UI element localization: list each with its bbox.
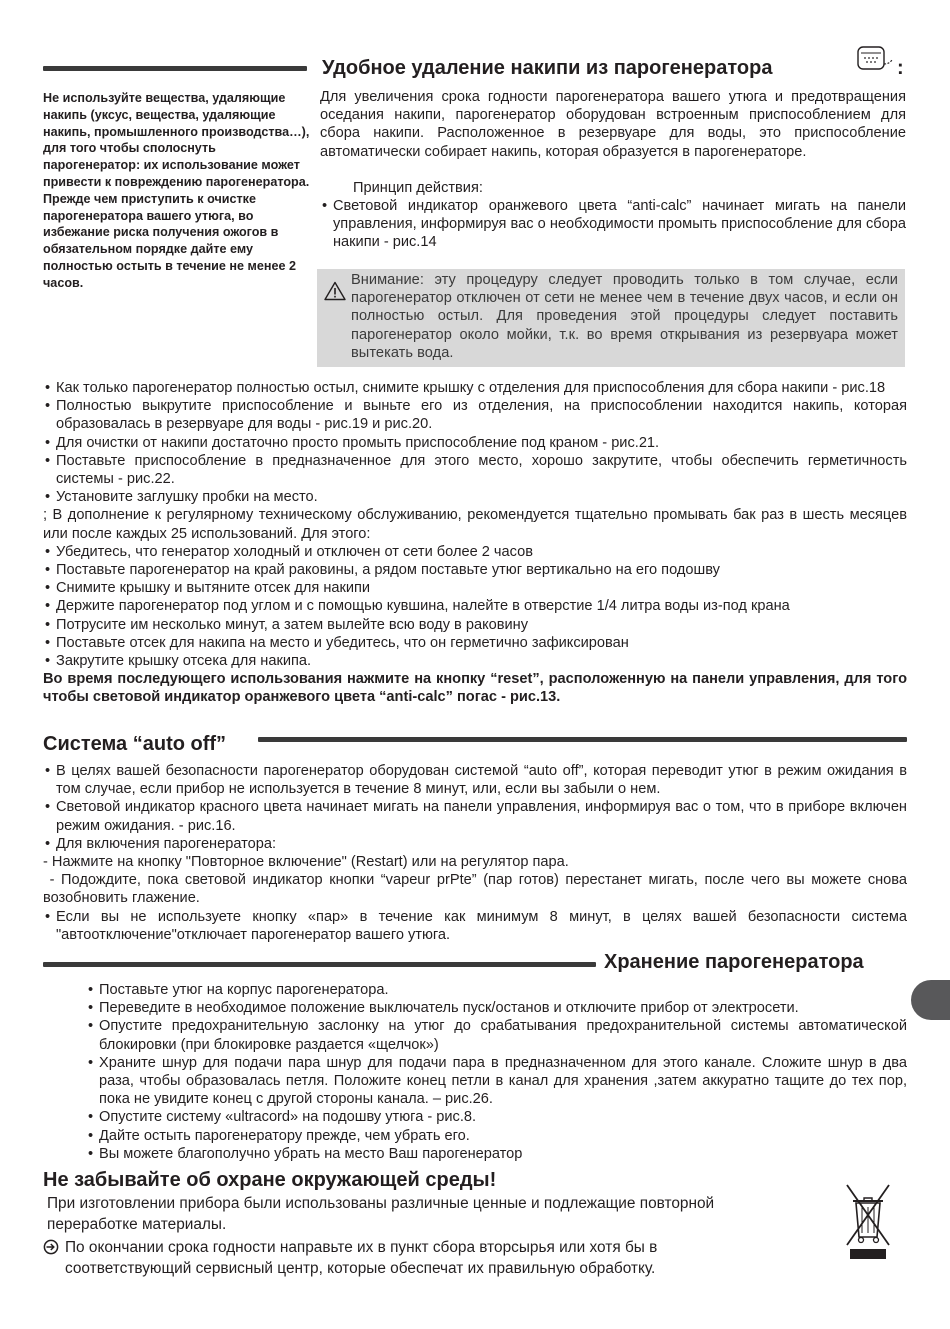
descale-intro: Для увеличения срока годности парогенератора вашего утюга и предотвращения оседания накипи, парогенератор оборудован встроенным приспособлением для сбора накипи. Расположенное в резервуаре для воды, это приспособление автоматически собирает накипь, которая образуется в парогенераторе.	[320, 89, 906, 160]
list-item: • Поставьте утюг на корпус парогенератора.	[88, 982, 389, 998]
list-item: • Вы можете благополучно убрать на место Ваш парогенератор	[88, 1145, 523, 1162]
list-item: • Снимите крышку и вытяните отсек для накипи	[45, 580, 371, 597]
environment-para: При изготовлении прибора были использованы различные ценные и подлежащие повторной переработке материалы.	[47, 1195, 715, 1233]
list-item: • Храните шнур для подачи пара шнур для подачи пара в предназначенном для этого канале. Сложите шнур в два раза, чтобы образовалась петля. Положите конец петли в канал для хранения ,затем аккуратно тащите до тех пор, пока не увидите конец с другой стороны канала. – рис.26.	[88, 1054, 907, 1108]
section-rule-left	[43, 66, 307, 71]
list-item: • Убедитесь, что генератор холодный и отключен от сети более 2 часов	[45, 543, 533, 560]
maintenance-intro: ; В дополнение к регулярному техническому обслуживанию, рекомендуется тщательно промывать бак раз в шесть месяцев или после каждых 25 использований. Для этого:	[43, 507, 907, 542]
list-item: • Переведите в необходимое положение выключатель пуск/останов и отключите прибор от электросети.	[88, 1000, 799, 1017]
auto-off-title: Система “auto off”	[43, 733, 227, 755]
storage-rule	[43, 962, 596, 967]
page-tab-marker	[911, 980, 950, 1020]
list-item: • Для включения парогенератора:	[45, 835, 277, 852]
side-note-warning: Не используйте вещества, удаляющие накипь (уксус, вещества, удаляющие накипь, промышленного производства…), для того чтобы сполоснуть парогенератор: их использование может привести к повреждению парогенератора. Прежде чем приступить к очистке парогенератора вашего утюга, во избежание риска получения ожогов в обязательном порядке дайте ему полностью остыть в течение не менее 2 часов.	[43, 91, 310, 290]
list-item: • Полностью выкрутите приспособление и выньте его из отделения, на приспособлении находится накипь, которая образовалась в резервуаре для воды - рис.19 и рис.20.	[45, 398, 907, 433]
warning-text: Внимание: эту процедуру следует проводить только в том случае, если парогенератор отключен от сети не менее чем в течение двух часов, и если он полностью остыл. Для проведения этой процедуры следует поставить парогенератор около мойки, т.к. во время открывания из резервуара может вытекать вода.	[351, 272, 898, 361]
list-item: • Закрутите крышку отсека для накипа.	[45, 653, 312, 670]
steam-generator-icon	[856, 45, 896, 75]
descale-title-colon: :	[897, 57, 904, 79]
reset-note: Во время последующего использования нажмите на кнопку “reset”, расположенную на панели управления, для того чтобы световой индикатор оранжевого цвета “anti-calc” погас - рис.13.	[43, 671, 907, 706]
list-item: • Если вы не используете кнопку «пар» в течение как минимум 8 минут, в целях вашей безопасности система "автоотключение"отключает парогенератор вашего утюга.	[45, 908, 907, 943]
auto-off-list	[43, 762, 912, 944]
list-item: • Поставьте парогенератор на край раковины, а рядом поставьте утюг вертикально на его подошву	[45, 562, 720, 579]
list-item: • Как только парогенератор полностью остыл, снимите крышку с отделения для приспособления для сбора накипи - рис.18	[45, 380, 886, 396]
list-item: • Держите парогенератор под углом и с помощью кувшина, налейте в отверстие 1/4 литра воды из-под крана	[45, 598, 790, 615]
environment-text	[47, 1193, 787, 1279]
auto-off-rule	[258, 737, 907, 742]
arrow-bullet-icon	[43, 1239, 59, 1255]
list-item: • Установите заглушку пробки на место.	[45, 489, 318, 506]
list-item: • Потрусите им несколько минут, а затем вылейте всю воду в раковину	[45, 616, 529, 633]
environment-title: Не забывайте об охране окружающей среды!	[43, 1169, 497, 1191]
environment-arrow-para	[43, 1237, 787, 1279]
dash-item: - Подождите, пока световой индикатор кнопки “vapeur prPte” (пар готов) перестанет мигать, после чего вы можете снова возобновить глажение.	[43, 872, 912, 907]
storage-list	[86, 981, 907, 1163]
list-item: • Поставьте приспособление в предназначенное для этого место, хорошо закрутите, чтобы обеспечить герметичность системы - рис.22.	[45, 452, 907, 488]
list-item: • Поставьте отсек для накипа на место и убедитесь, что он герметично зафиксирован	[45, 634, 629, 651]
principle-label: Принцип действия:	[353, 180, 483, 196]
list-item: • Световой индикатор красного цвета начинает мигать на панели управления, информируя вас о том, что в приборе включен режим ожидания. - рис.16.	[45, 799, 907, 834]
descale-steps	[43, 379, 907, 707]
storage-title: Хранение парогенератора	[604, 951, 864, 973]
list-item: • В целях вашей безопасности парогенератор оборудован системой “auto off”, которая переводит утюг в режим ожидания в том случае, если прибор не используется в течение 8 минут, или, если вы забыли о нем.	[45, 763, 907, 798]
warning-triangle-icon	[324, 281, 346, 301]
principle-item: • Световой индикатор оранжевого цвета “anti-calc” начинает мигать на панели управления, информируя вас о необходимости промыть приспособление для сбора накипи - рис.14	[322, 198, 906, 251]
list-item: • Дайте остыть парогенератору прежде, чем убрать его.	[88, 1127, 470, 1144]
principle-item-text: Световой индикатор оранжевого цвета “anti-calc” начинает мигать на панели управления, информируя вас о необходимости промыть приспособление для сбора накипи - рис.14	[333, 198, 906, 251]
environment-arrow-text: По окончании срока годности направьте их в пункт сбора вторсырья или хотя бы в соответствующий сервисный центр, которые обеспечат их правильную обработку.	[65, 1239, 658, 1277]
warning-box	[317, 269, 905, 367]
descale-title: Удобное удаление накипи из парогенератора	[322, 57, 773, 79]
list-item: • Для очистки от накипи достаточно просто промыть приспособление под краном - рис.21.	[45, 434, 660, 451]
list-item: • Опустите предохранительную заслонку на утюг до срабатывания предохранительной системы автоматической блокировки (при блокировке раздается «щелчок»)	[88, 1018, 907, 1053]
crossed-bin-icon	[842, 1183, 894, 1263]
dash-item: - Нажмите на кнопку "Повторное включение" (Restart) или на регулятор пара.	[43, 854, 569, 871]
list-item: • Опустите систему «ultracord» на подошву утюга - рис.8.	[88, 1109, 477, 1126]
